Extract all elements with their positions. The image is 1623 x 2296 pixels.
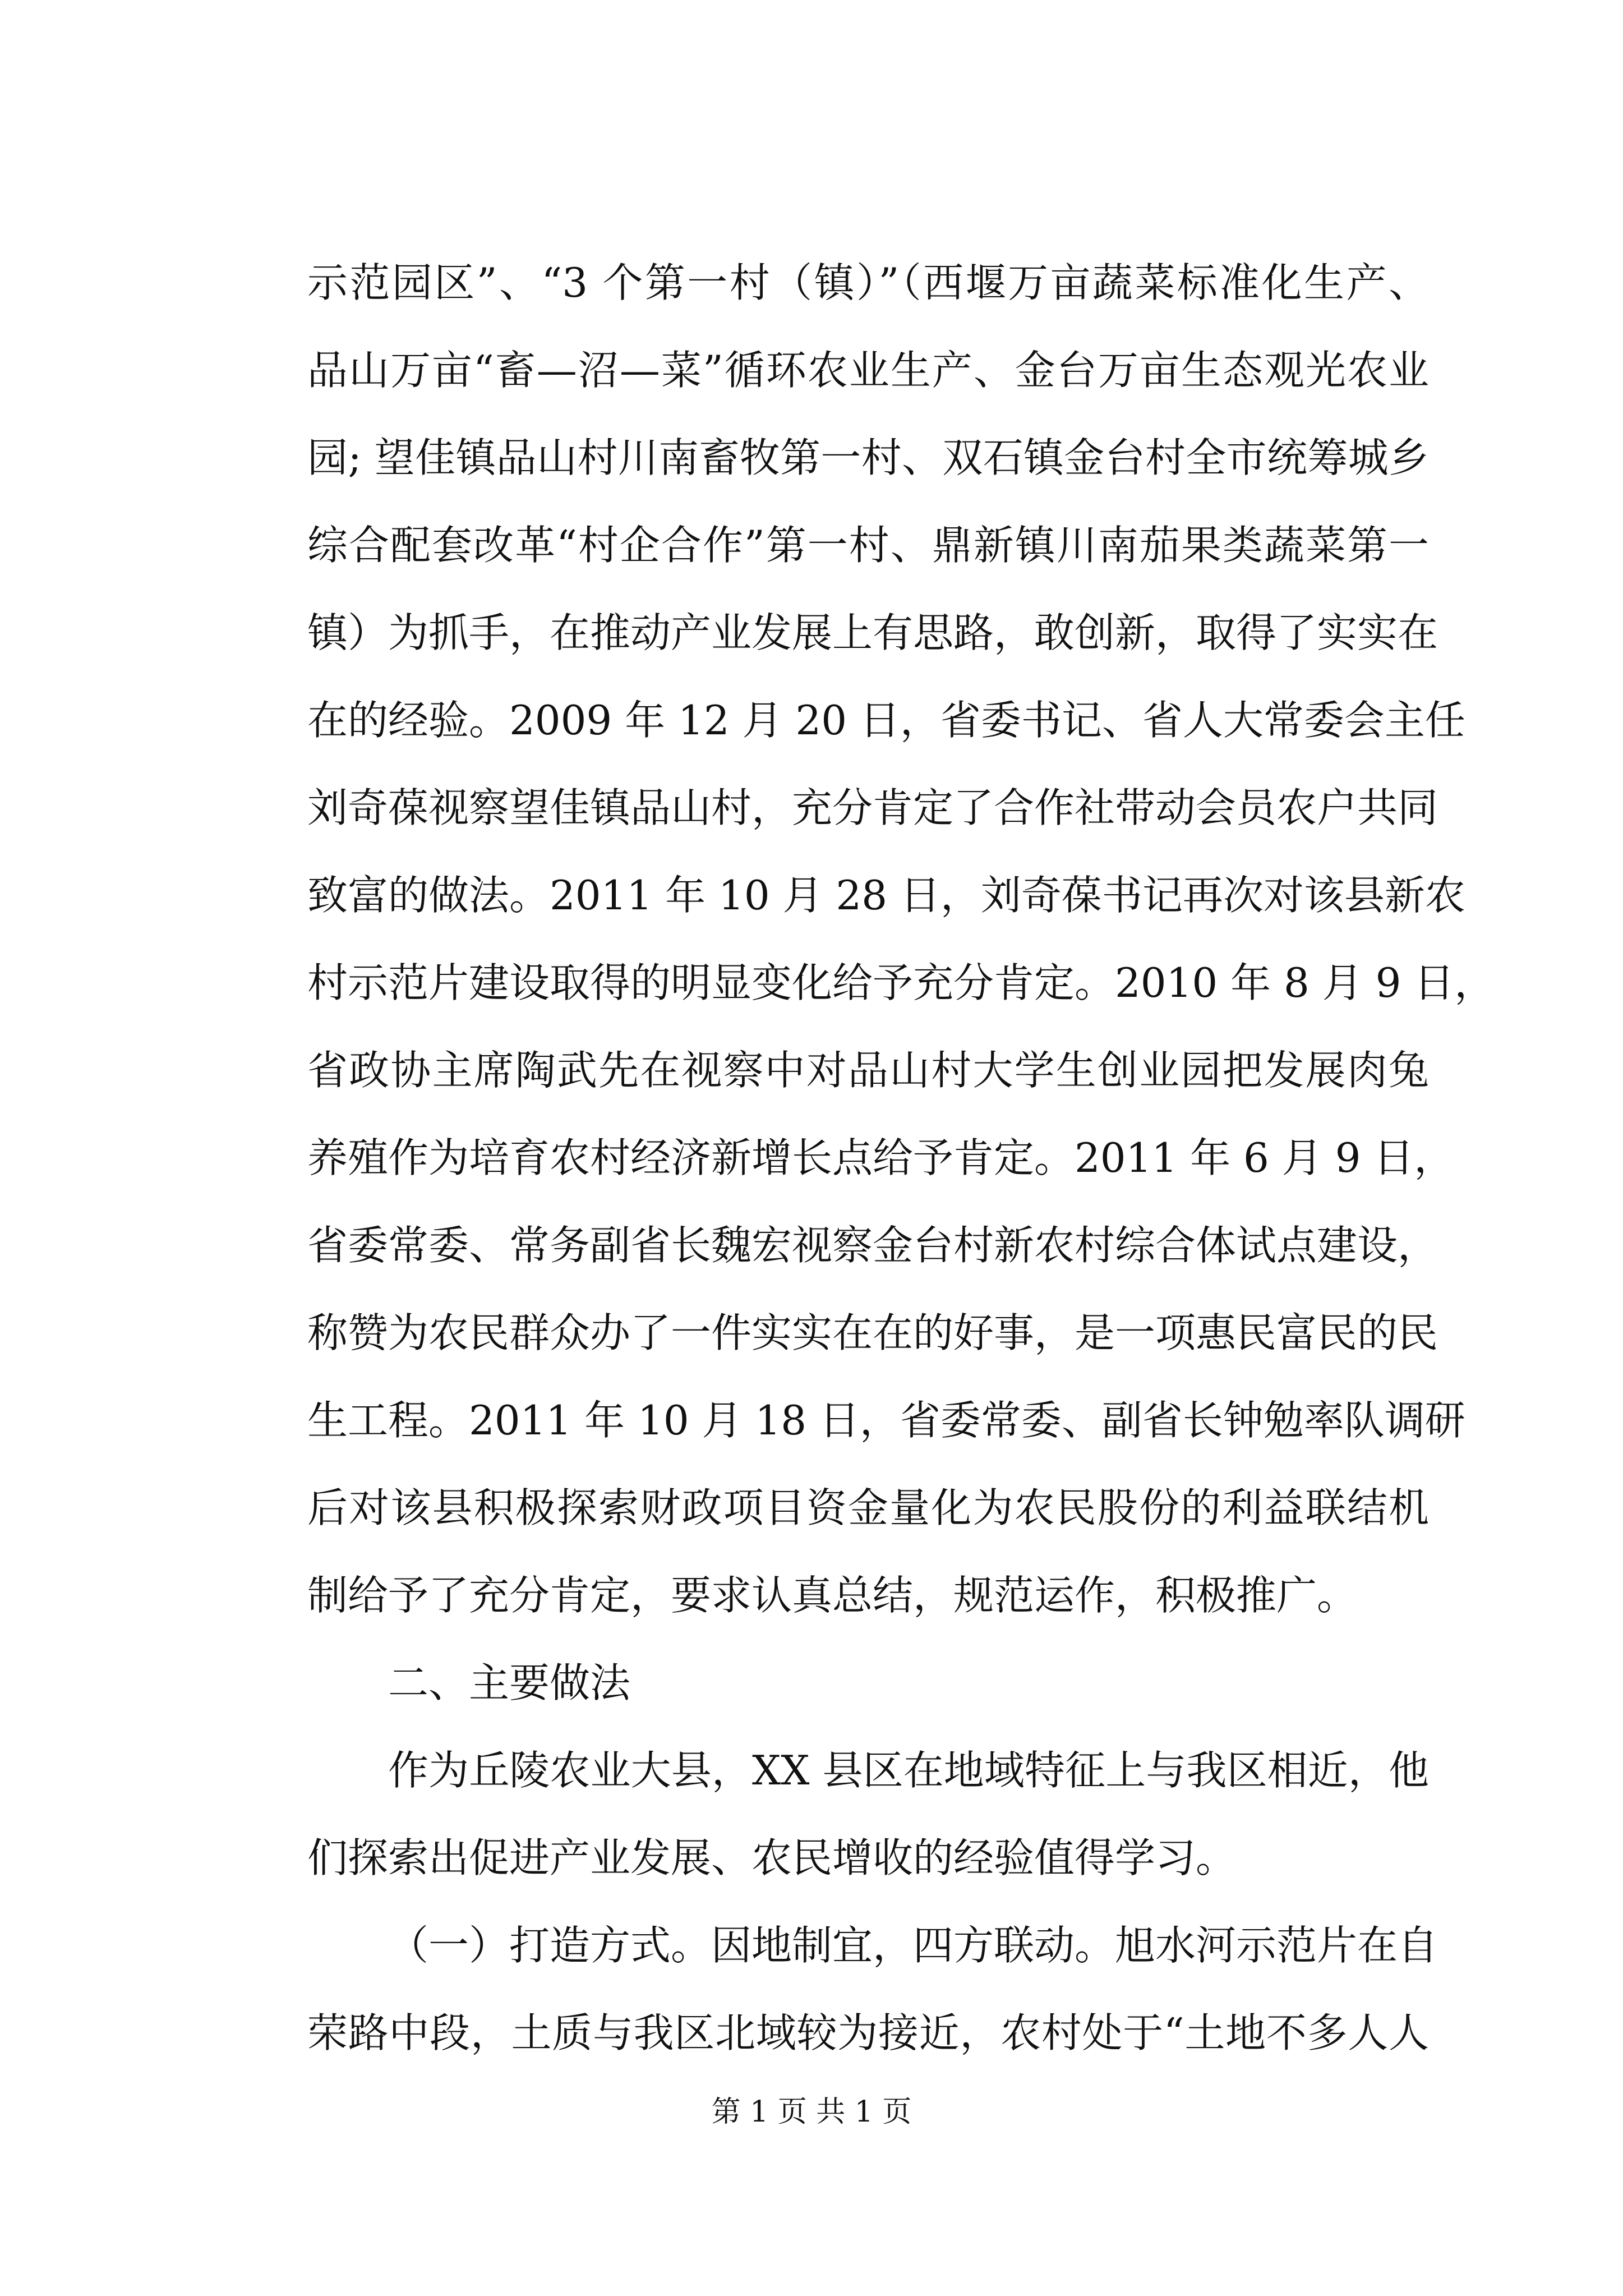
text-line: 制给予了充分肯定，要求认真总结，规范运作，积极推广。: [307, 1572, 1358, 1619]
text-line: 刘奇葆视察望佳镇品山村，充分肯定了合作社带动会员农户共同: [307, 784, 1438, 831]
text-line: 称赞为农民群众办了一件实实在在的好事，是一项惠民富民的民: [307, 1309, 1438, 1356]
section-heading: 二、主要做法: [388, 1659, 631, 1706]
page-footer: [0, 2087, 1623, 2137]
text-line: （一）打造方式。因地制宜，四方联动。旭水河示范片在自: [388, 1922, 1438, 1969]
text-line: 后对该县积极探索财政项目资金量化为农民股份的利益联结机: [307, 1484, 1429, 1531]
text-line: 省政协主席陶武先在视察中对品山村大学生创业园把发展肉兔: [307, 1047, 1429, 1094]
text-line: 村示范片建设取得的明显变化给予充分肯定。2010 年 8 月 9 日，: [307, 959, 1495, 1006]
text-line: 荣路中段，土质与我区北域较为接近，农村处于“土地不多人人: [307, 2009, 1429, 2056]
page-number: 第 1 页 共 1 页: [711, 2095, 912, 2129]
text-line: 致富的做法。2011 年 10 月 28 日，刘奇葆书记再次对该县新农: [307, 872, 1465, 919]
text-line: 在的经验。2009 年 12 月 20 日，省委书记、省人大常委会主任: [307, 697, 1465, 744]
text-line: 品山万亩“畜—沼—菜”循环农业生产、金台万亩生态观光农业: [307, 347, 1429, 394]
text-line: 综合配套改革“村企合作”第一村、鼎新镇川南茄果类蔬菜第一: [307, 522, 1429, 569]
text-line: 示范园区”、“3 个第一村（镇）”（西堰万亩蔬菜标准化生产、: [307, 259, 1429, 306]
text-line: 园; 望佳镇品山村川南畜牧第一村、双石镇金台村全市统筹城乡: [307, 434, 1429, 481]
text-line: 省委常委、常务副省长魏宏视察金台村新农村综合体试点建设，: [307, 1222, 1438, 1269]
text-line: 镇）为抓手，在推动产业发展上有思路，敢创新，取得了实实在: [307, 609, 1438, 656]
text-line: 作为丘陵农业大县，XX 县区在地域特征上与我区相近，他: [388, 1747, 1429, 1794]
text-line: 养殖作为培育农村经济新增长点给予肯定。2011 年 6 月 9 日，: [307, 1134, 1455, 1181]
text-line: 们探索出促进产业发展、农民增收的经验值得学习。: [307, 1834, 1237, 1881]
text-line: 生工程。2011 年 10 月 18 日，省委常委、副省长钟勉率队调研: [307, 1397, 1465, 1444]
